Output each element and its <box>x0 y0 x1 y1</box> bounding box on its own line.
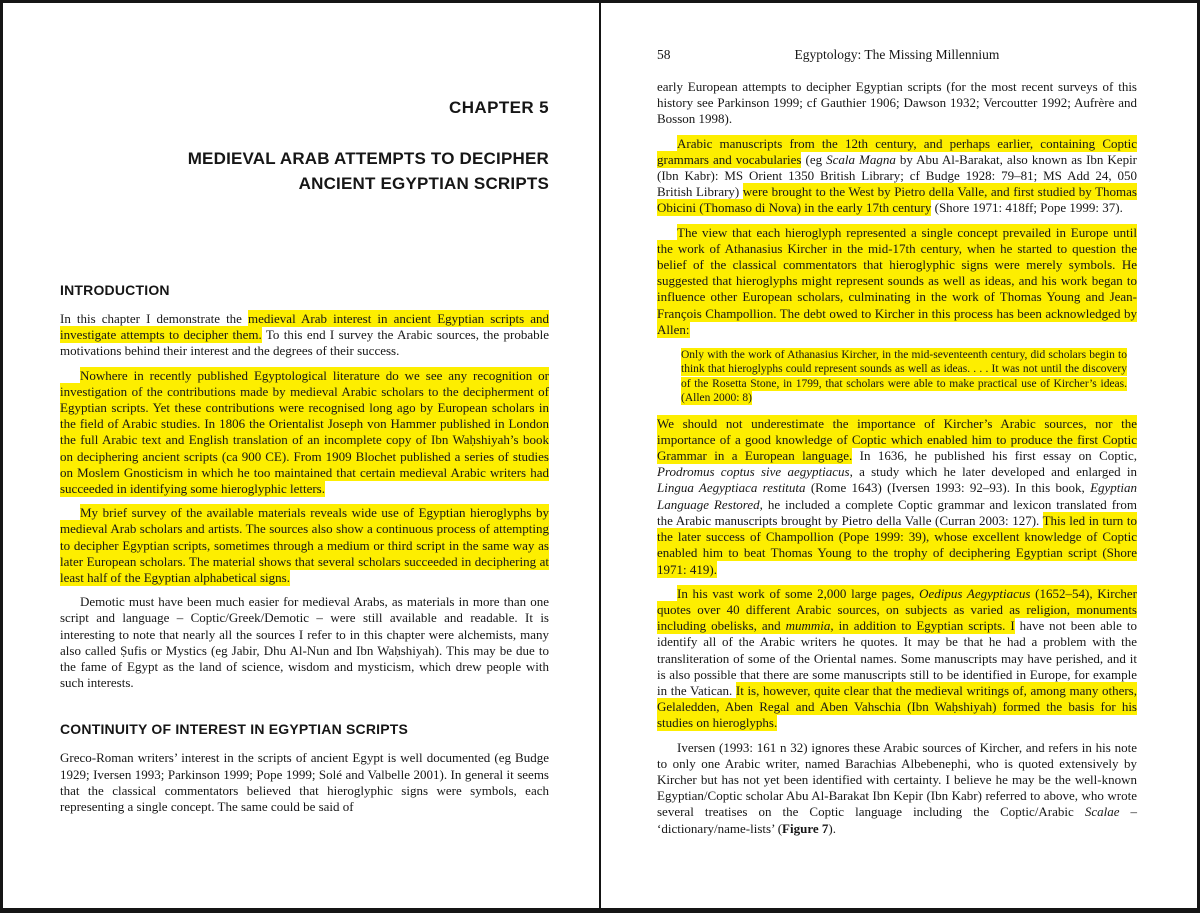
highlighted-text: Arabic manuscripts from the 12th century, and perhaps earlier, containing Coptic grammars and vocabularies <box>657 135 1137 167</box>
highlighted-text: medieval Arab interest in ancient Egyptian scripts and investigate attempts to decipher them. <box>60 311 549 343</box>
text-segment: Scala Magna <box>826 151 896 167</box>
paragraph <box>60 505 549 586</box>
paragraph <box>657 416 1137 578</box>
text-segment: In 1636, he published his first essay on Coptic, <box>852 448 1137 464</box>
highlighted-text: The view that each hieroglyph represented a single concept prevailed in Europe until the work of Athanasius Kircher in the mid-17th century, when he started to question the belief of the classical commentators that hieroglyphic signs were merely symbols. He suggested that hieroglyphs might represent sounds as well as ideas, and his work began to influence other European scholars, culminating in the work of Thomas Young and Jean-François Champollion. The debt owed to Kircher in this process has been acknowledged by Allen: <box>657 224 1137 337</box>
section-heading: CONTINUITY OF INTEREST IN EGYPTIAN SCRIPTS <box>60 721 409 738</box>
highlighted-text: We should not underestimate the importance of Kircher’s Arabic sources, nor the importance of a good knowledge of Coptic which enabled him to produce the first Coptic Grammar in a European language. <box>657 415 1137 464</box>
text-segment: (Rome 1643) (Iversen 1993: 92–93). In this book, <box>805 480 1091 496</box>
running-title: Egyptology: The Missing Millennium <box>794 47 1000 62</box>
highlighted-text: Only with the work of Athanasius Kircher, in the mid-seventeenth century, did scholars begin to think that hieroglyphs could represent sounds as well as ideas. . . . It was not until the discovery of the Rosetta Stone, in 1799, that scholars were able to make practical use of Kircher’s ideas. (Allen 2000: 8) <box>681 349 1127 405</box>
paragraph <box>60 750 549 815</box>
highlighted-text: were brought to the West by Pietro della Valle, and first studied by Thomas Obicini (Thomaso di Nova) in the early 17th century <box>657 184 1137 216</box>
left-page-body <box>60 282 549 815</box>
page-left <box>3 3 599 908</box>
paragraph <box>60 368 549 498</box>
text-segment: Scalae <box>1084 804 1120 820</box>
paragraph <box>657 740 1137 837</box>
text-segment: (Shore 1971: 418ff; Pope 1999: 37). <box>931 200 1123 216</box>
section-heading: INTRODUCTION <box>60 282 170 298</box>
text-segment: early European attempts to decipher Egyptian scripts (for the most recent surveys of this history see Parkinson 1999; cf Gauthier 1906; Dawson 1932; Vercoutter 1992; Aufrère and Bosson 1998). <box>657 79 1137 127</box>
paragraph <box>657 79 1137 128</box>
paragraph <box>60 594 549 691</box>
highlighted-text: Oedipus Aegyptiacus <box>919 585 1031 601</box>
text-segment: Egyptian Language Restored <box>657 480 1137 512</box>
right-page-body <box>657 79 1137 837</box>
chapter-title-line-2: ANCIENT EGYPTIAN SCRIPTS <box>298 174 549 193</box>
text-segment: Prodromus coptus sive aegyptiacus <box>657 464 850 480</box>
highlighted-text: (1652–54), Kircher quotes over 40 different Arabic sources, on subjects as varied as religion, monuments including obelisks, and <box>657 585 1137 634</box>
text-segment: by Abu Al-Barakat, also known as Ibn Kepir (Ibn Kabr): MS Orient 1350 British Library; cf Budge 1928: 79–81; MS Add 24, 050 British Library) <box>657 151 1138 200</box>
chapter-title <box>60 146 549 196</box>
chapter-title-line-1: MEDIEVAL ARAB ATTEMPTS TO DECIPHER <box>187 149 549 168</box>
paragraph <box>657 225 1137 338</box>
text-segment: Demotic must have been much easier for medieval Arabs, as materials in more than one script and language – Coptic/Greek/Demotic – were still available and readable. It is interesting to note that nearly all the sources I refer to in this chapter were alchemists, many also called Ṣufis or Mystics (eg Jabir, Dhu Al-Nun and Ibn Waḥshiyah). This may be due to the fame of Egypt as the land of science, wisdom and mysticism, which drew people with such interests. <box>60 594 549 691</box>
highlighted-text: It is, however, quite clear that the medieval writings of, among many others, Gelaledden, Aben Regal and Aben Vahschia (Ibn Waḥshiyah) formed the basis for his studies on hieroglyphs. <box>657 682 1137 731</box>
highlighted-text: This led in turn to the later success of Champollion (Pope 1999: 39), whose excellent knowledge of Coptic enabled him to beat Thomas Young to the trophy of deciphering Egyptian script (Shore 1971: 419). <box>657 512 1137 577</box>
highlighted-text: My brief survey of the available materials reveals wide use of Egyptian hieroglyphs by medieval Arab scholars and artists. The sources also show a continuous process of attempting to decipher Egyptian scripts, sometimes through a medium or third script in the same way as later European scholars. The material shows that several scholars succeeded in deciphering at least half of the Egyptian alphabetical signs. <box>60 505 549 586</box>
text-segment: , a study which he later developed and enlarged in <box>849 464 1137 480</box>
text-segment: Figure 7 <box>782 820 829 836</box>
text-segment: (eg <box>801 151 827 167</box>
paragraph <box>657 136 1137 217</box>
highlighted-text: In his vast work of some 2,000 large pages, <box>677 585 920 601</box>
text-segment: In this chapter I demonstrate the <box>60 311 249 326</box>
text-segment: Lingua Aegyptiaca restituta <box>657 480 806 496</box>
text-segment: – ‘dictionary/name-lists’ ( <box>657 804 1138 836</box>
highlighted-text: Nowhere in recently published Egyptological literature do we see any recognition or investigation of the contributions made by medieval Arabic scholars to the decipherment of Egyptian scripts. Yet these contributions were recognised long ago by European scholars in the field of Arabic studies. In 1806 the Orientalist Joseph von Hammer published in London the full Arabic text and English translation of an incomplete copy of Ibn Waḥshiyah’s book on deciphering ancient scripts (ca 900 CE). From 1909 Blochet published a series of studies on Moslem Gnosticism in which he too maintained that certain medieval Arabic writers had succeeded in identifying some hieroglyphic letters. <box>60 367 549 497</box>
text-segment: To this end I survey the Arabic sources, the probable motivations behind their interest and the degrees of their success. <box>60 327 549 359</box>
highlighted-text: , in addition to Egyptian scripts. I <box>830 618 1015 634</box>
running-head <box>657 47 1137 63</box>
chapter-label: CHAPTER 5 <box>449 98 549 117</box>
paragraph <box>60 311 549 360</box>
paragraph <box>657 586 1137 732</box>
page-right <box>601 3 1197 908</box>
highlighted-text: mummia <box>785 618 831 634</box>
text-segment: ). <box>828 820 836 836</box>
text-segment: have not been able to identify all of the Arabic writers he quotes. It may be that he had a problem with the transliteration of some of the Oriental names. Some manuscripts may have perished, and it is also possible that there are some manuscripts still to be identified in Europe, for example in the Vatican. <box>657 618 1137 698</box>
text-segment: Iversen (1993: 161 n 32) ignores these Arabic sources of Kircher, and refers in his note to only one Arabic writer, named Barachias Albebenephi, who is quoted extensively by Kircher but has not yet been identified with certainty. I believe he may be the well-known Egyptian/Coptic scholar Abu Al-Barakat Ibn Kepir (Ibn Kabr) referred to above, who wrote several treatises on the Coptic language including the Coptic/Arabic <box>657 739 1137 820</box>
block-quote <box>681 348 1127 406</box>
page-number: 58 <box>657 47 671 62</box>
text-segment: Greco-Roman writers’ interest in the scripts of ancient Egypt is well documented (eg Budge 1929; Iversen 1993; Parkinson 1999; Pope 1999; Solé and Valbelle 2001). In general it seems that the classical commentators believed that hieroglyphic signs were symbols, each representing a single concept. The same could be said of <box>60 750 549 815</box>
text-segment: , he included a complete Coptic grammar and lexicon translated from the Arabic manuscripts brought by Pietro della Valle (Curran 2003: 127). <box>657 496 1137 528</box>
